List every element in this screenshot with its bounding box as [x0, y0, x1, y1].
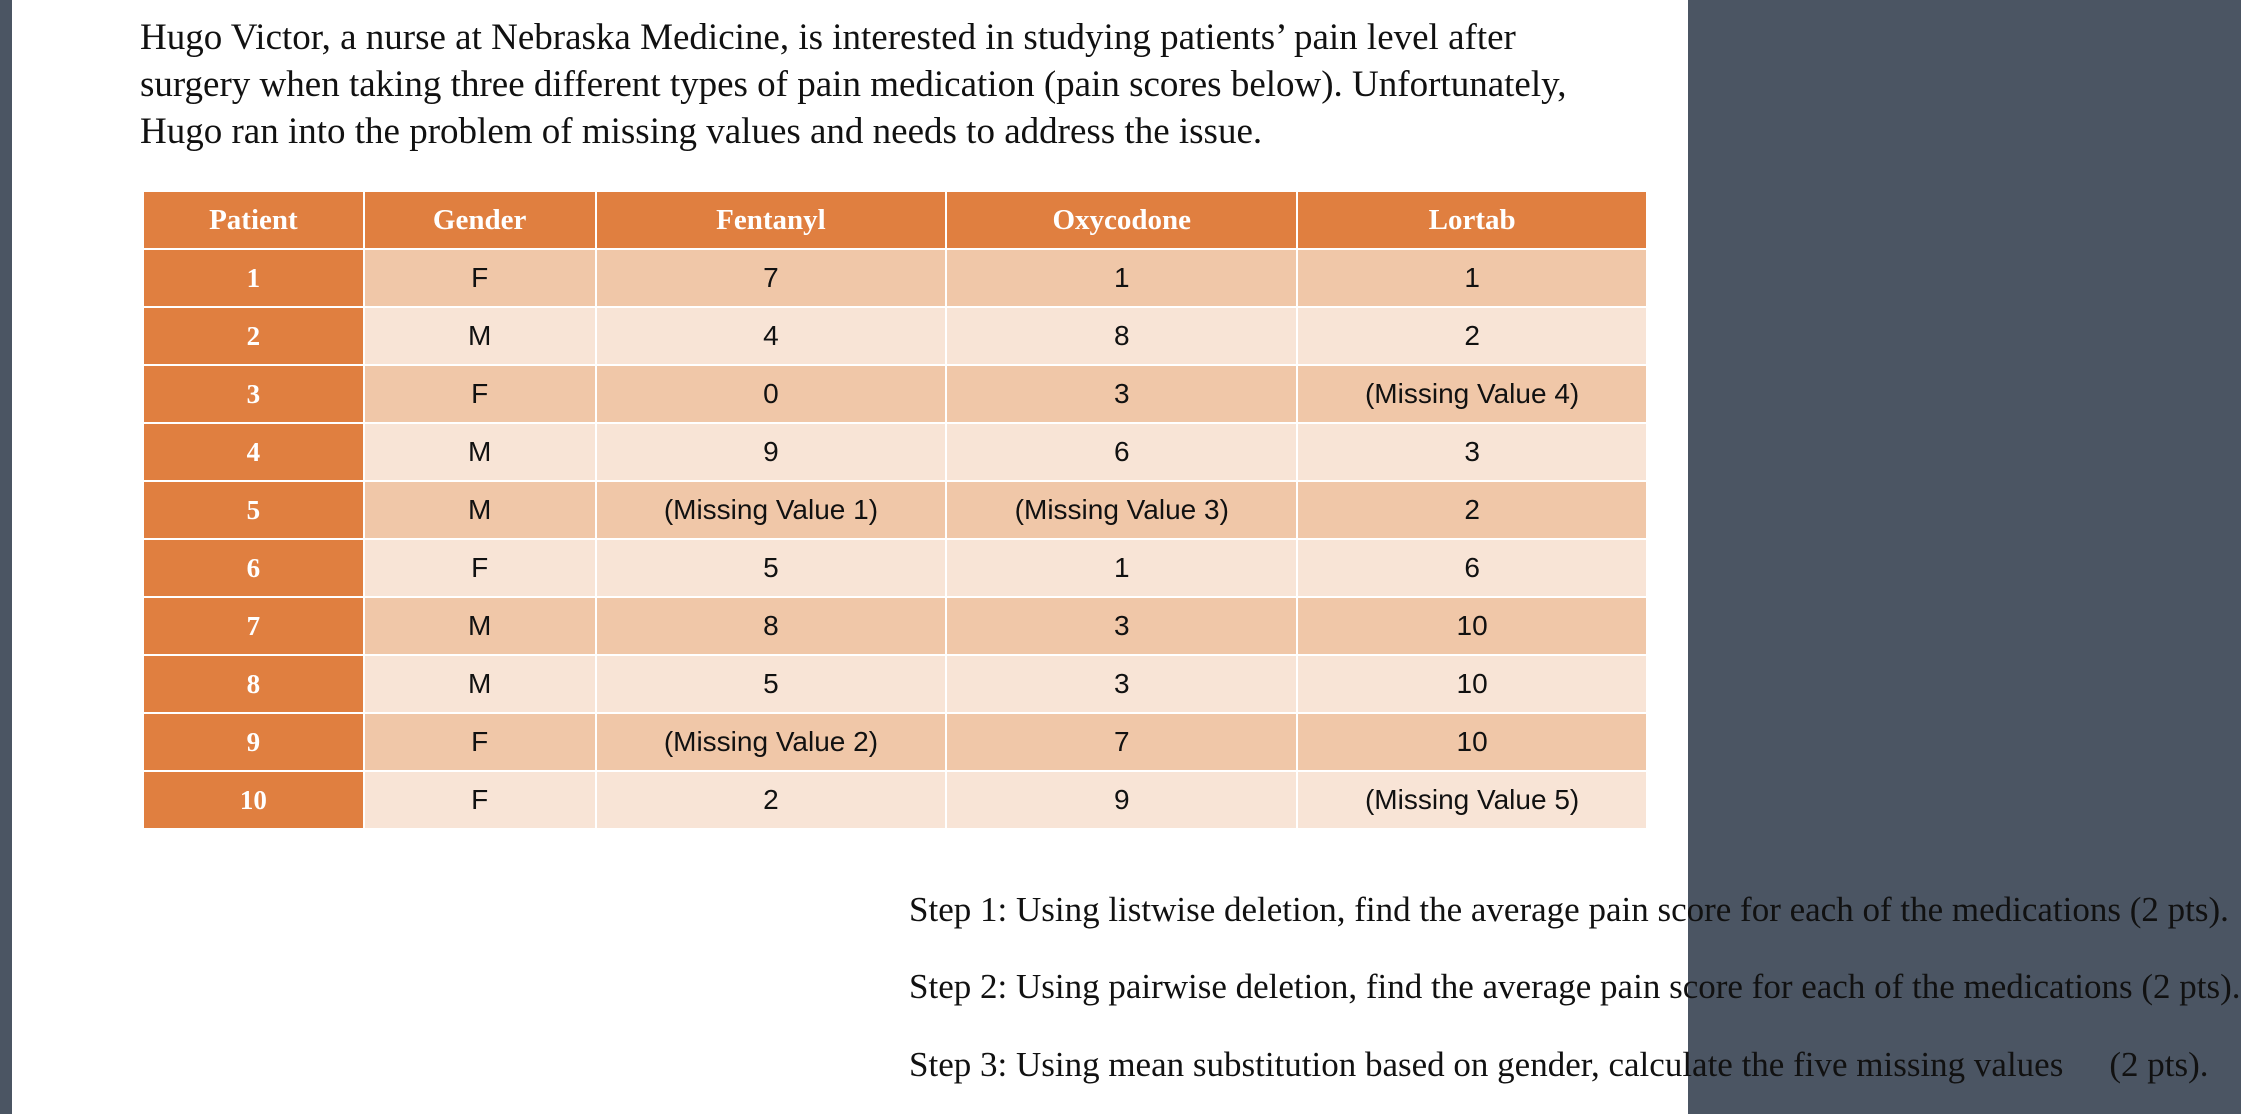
step-3: [909, 1045, 2209, 1085]
oxycodone-cell: 8: [946, 307, 1297, 365]
table-header-row: [143, 191, 1647, 249]
fentanyl-cell: 9: [596, 423, 947, 481]
fentanyl-cell: 2: [596, 771, 947, 829]
gender-cell: M: [364, 423, 596, 481]
table-row: [143, 539, 1647, 597]
patient-cell: 7: [143, 597, 364, 655]
patient-cell: 3: [143, 365, 364, 423]
fentanyl-cell: 8: [596, 597, 947, 655]
gender-cell: M: [364, 597, 596, 655]
lortab-cell: 3: [1297, 423, 1647, 481]
table-row: [143, 423, 1647, 481]
fentanyl-cell: (Missing Value 2): [596, 713, 947, 771]
header-patient: Patient: [143, 191, 364, 249]
pain-score-table: [142, 190, 1648, 830]
intro-paragraph: Hugo Victor, a nurse at Nebraska Medicine, is interested in studying patients’ pain level after surgery when taking three different types of pain medication (pain scores below). Unfortunately, Hugo ran into the problem of missing values and needs to address the issue.: [140, 17, 1567, 152]
header-lortab: Lortab: [1297, 191, 1647, 249]
step-3-text: Step 3: Using mean substitution based on gender, calculate the five missing values: [909, 1045, 2064, 1084]
fentanyl-cell: 4: [596, 307, 947, 365]
lortab-cell: (Missing Value 5): [1297, 771, 1647, 829]
table-row: [143, 713, 1647, 771]
step-1-text: Step 1: Using listwise deletion, find the average pain score for each of the medications (2 pts).: [909, 890, 2229, 929]
patient-cell: 10: [143, 771, 364, 829]
gender-cell: M: [364, 655, 596, 713]
table-row: [143, 481, 1647, 539]
gender-cell: F: [364, 249, 596, 307]
oxycodone-cell: 9: [946, 771, 1297, 829]
gender-cell: F: [364, 771, 596, 829]
gender-cell: M: [364, 307, 596, 365]
oxycodone-cell: 1: [946, 249, 1297, 307]
table-row: [143, 771, 1647, 829]
lortab-cell: 6: [1297, 539, 1647, 597]
document-page: [12, 0, 2241, 1114]
lortab-cell: 1: [1297, 249, 1647, 307]
patient-cell: 1: [143, 249, 364, 307]
lortab-cell: 10: [1297, 655, 1647, 713]
oxycodone-cell: 6: [946, 423, 1297, 481]
oxycodone-cell: (Missing Value 3): [946, 481, 1297, 539]
patient-cell: 9: [143, 713, 364, 771]
fentanyl-cell: 0: [596, 365, 947, 423]
lortab-cell: (Missing Value 4): [1297, 365, 1647, 423]
oxycodone-cell: 3: [946, 365, 1297, 423]
lortab-cell: 2: [1297, 481, 1647, 539]
oxycodone-cell: 7: [946, 713, 1297, 771]
table-row: [143, 597, 1647, 655]
patient-cell: 8: [143, 655, 364, 713]
gender-cell: F: [364, 365, 596, 423]
lortab-cell: 10: [1297, 713, 1647, 771]
patient-cell: 6: [143, 539, 364, 597]
step-3-points: (2 pts).: [2109, 1045, 2209, 1084]
gender-cell: F: [364, 539, 596, 597]
patient-cell: 2: [143, 307, 364, 365]
gender-cell: M: [364, 481, 596, 539]
lortab-cell: 10: [1297, 597, 1647, 655]
oxycodone-cell: 3: [946, 597, 1297, 655]
header-oxycodone: Oxycodone: [946, 191, 1297, 249]
oxycodone-cell: 1: [946, 539, 1297, 597]
header-fentanyl: Fentanyl: [596, 191, 947, 249]
gender-cell: F: [364, 713, 596, 771]
fentanyl-cell: 5: [596, 655, 947, 713]
table-row: [143, 655, 1647, 713]
lortab-cell: 2: [1297, 307, 1647, 365]
table-row: [143, 249, 1647, 307]
fentanyl-cell: 7: [596, 249, 947, 307]
table-row: [143, 307, 1647, 365]
step-2-text: Step 2: Using pairwise deletion, find the average pain score for each of the medications (2 pts).: [909, 967, 2241, 1006]
patient-cell: 4: [143, 423, 364, 481]
table-row: [143, 365, 1647, 423]
fentanyl-cell: 5: [596, 539, 947, 597]
fentanyl-cell: (Missing Value 1): [596, 481, 947, 539]
oxycodone-cell: 3: [946, 655, 1297, 713]
header-gender: Gender: [364, 191, 596, 249]
patient-cell: 5: [143, 481, 364, 539]
